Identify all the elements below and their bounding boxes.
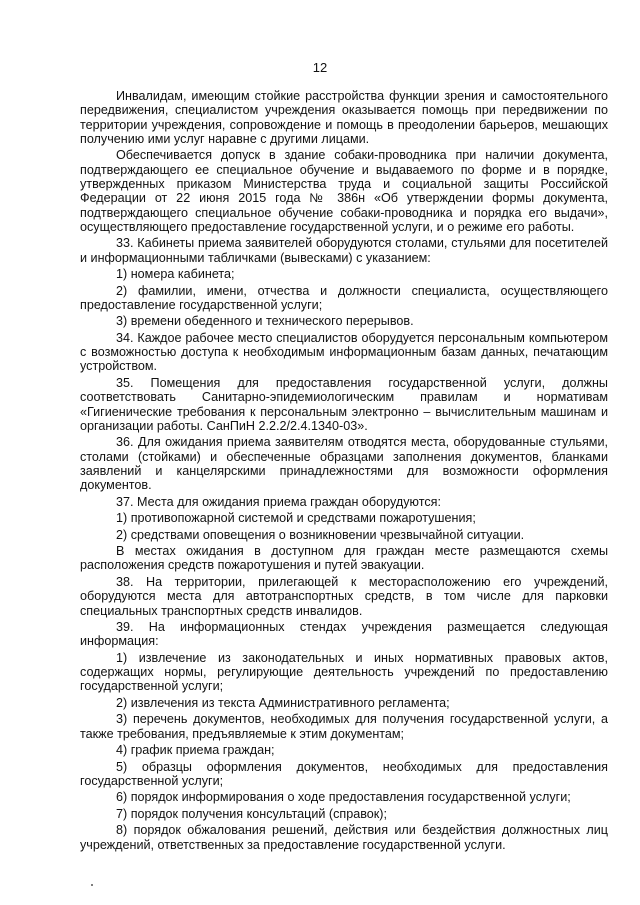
- paragraph: 33. Кабинеты приема заявителей оборудуются столами, стульями для посетителей и информационными табличками (вывесками) с указанием:: [80, 236, 608, 265]
- list-item: 5) образцы оформления документов, необходимых для предоставления государственной услуги;: [80, 759, 608, 788]
- paragraph: 34. Каждое рабочее место специалистов оборудуется персональным компьютером с возможностью доступа к необходимым информационным базам данных, печатающим устройством.: [80, 330, 608, 374]
- list-item: 2) извлечения из текста Административного регламента;: [116, 695, 450, 710]
- paragraph: 35. Помещения для предоставления государственной услуги, должны соответствовать Санитарно-эпидемиологическим правилам и нормативам «Гигиенические требования к персональным электронно – вычислительным машинам и организации работы. СанПиН 2.2.2/2.4.1340-03».: [80, 375, 608, 433]
- paragraph: 38. На территории, прилегающей к месторасположению его учреждений, оборудуются места для автотранспортных средств, в том числе для парковки специальных транспортных средств инвалидов.: [80, 574, 608, 618]
- page-number: 12: [312, 60, 328, 75]
- list-item: 7) порядок получения консультаций (справок);: [116, 806, 387, 821]
- list-item: 2) средствами оповещения о возникновении чрезвычайной ситуации.: [116, 527, 525, 542]
- list-item: 1) противопожарной системой и средствами пожаротушения;: [116, 511, 476, 526]
- list-item: 1) номера кабинета;: [116, 267, 235, 282]
- list-item: 3) перечень документов, необходимых для получения государственной услуги, а также требования, предъявляемые к этим документам;: [80, 712, 608, 741]
- scan-speck: [91, 884, 93, 886]
- paragraph: 37. Места для ожидания приема граждан оборудуются:: [116, 494, 441, 509]
- paragraph: Обеспечивается допуск в здание собаки-проводника при наличии документа, подтверждающего ее специальное обучение и выдаваемого по форме и в порядке, утвержденных приказом Министерства труда и социальной защиты Российской Федерации от 22 июня 2015 года № 386н «Об утверждении формы документа, подтверждающего специальное обучение собаки-проводника и порядка его выдачи», осуществляющего предоставление государственной услуги, и о режиме его работы.: [80, 148, 608, 234]
- paragraph: 36. Для ожидания приема заявителям отводятся места, оборудованные стульями, столами (стойками) и обеспеченные образцами заполнения документов, бланками заявлений и канцелярскими принадлежностями для возможности оформления документов.: [80, 435, 608, 493]
- list-item: 3) времени обеденного и технического перерывов.: [116, 314, 414, 329]
- paragraph: 39. На информационных стендах учреждения размещается следующая информация:: [80, 620, 608, 649]
- document-body: [80, 89, 608, 854]
- list-item: 6) порядок информирования о ходе предоставления государственной услуги;: [116, 790, 571, 805]
- list-item: 1) извлечение из законодательных и иных нормативных правовых актов, содержащих нормы, регулирующие деятельность учреждений по предоставлению государственной услуги;: [80, 650, 608, 694]
- paragraph: В местах ожидания в доступном для граждан месте размещаются схемы расположения средств пожаротушения и путей эвакуации.: [80, 544, 608, 573]
- list-item: 2) фамилии, имени, отчества и должности специалиста, осуществляющего предоставление государственной услуги;: [80, 283, 608, 312]
- list-item: 8) порядок обжалования решений, действия или бездействия должностных лиц учреждений, ответственных за предоставление государственной услуги.: [80, 823, 608, 852]
- paragraph: Инвалидам, имеющим стойкие расстройства функции зрения и самостоятельного передвижения, специалистом учреждения оказывается помощь при передвижении по территории учреждения, сопровождение и помощь в преодолении барьеров, мешающих получению ими услуг наравне с другими лицами.: [80, 89, 608, 146]
- list-item: 4) график приема граждан;: [116, 743, 275, 758]
